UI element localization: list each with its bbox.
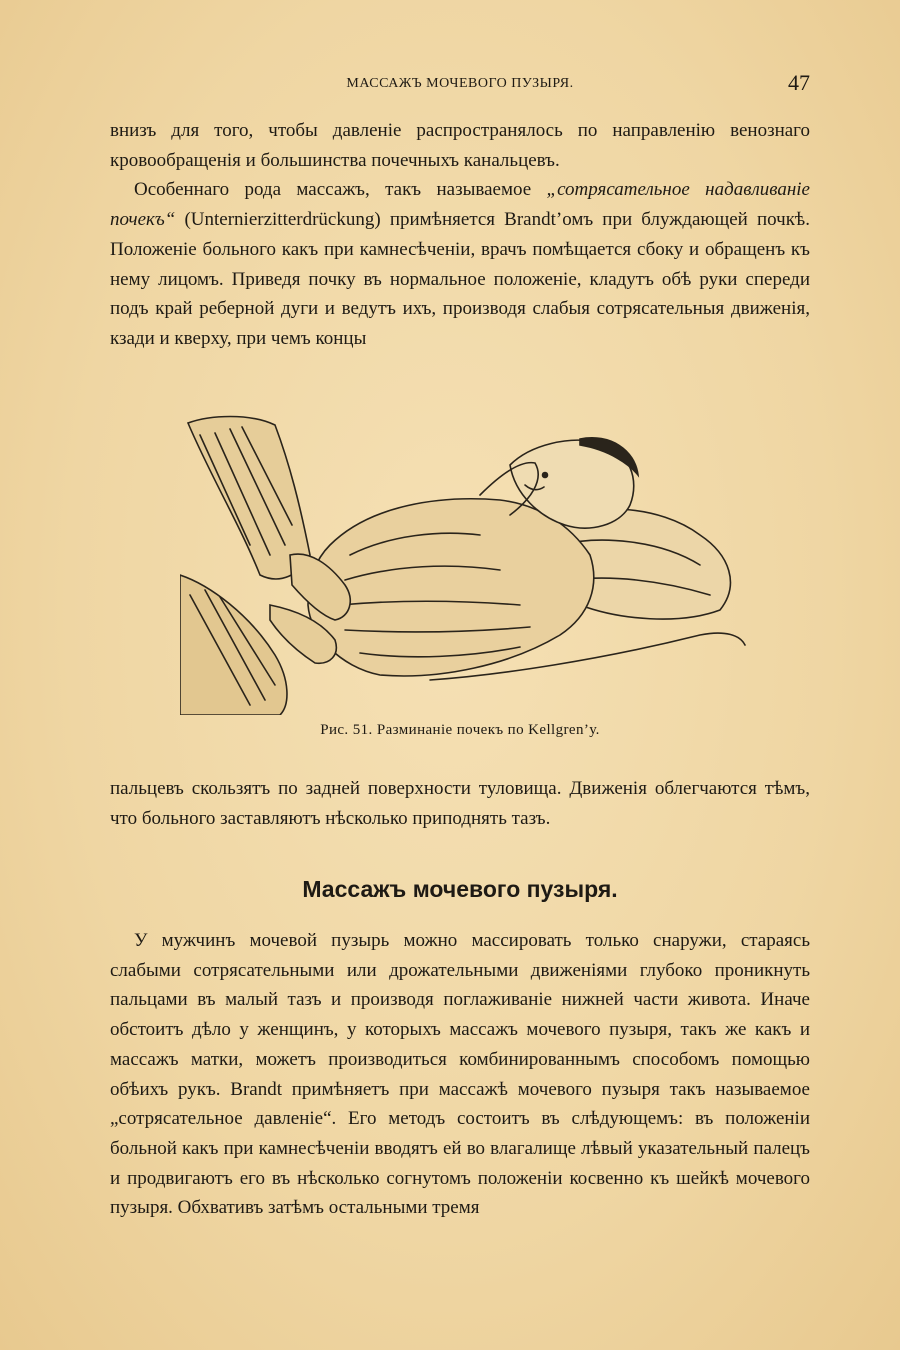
paragraph-3 <box>110 774 810 833</box>
section-heading: Массажъ мочевого пузыря. <box>302 876 618 902</box>
paragraph-4-text: У мужчинъ мочевой пузырь можно массировать только снаружи, стараясь слабыми сотрясательными или дрожательными движеніями глубоко проникнуть пальцами въ малый тазъ и производя поглаживаніе нижней части живота. Иначе обстоитъ дѣло у женщинъ, у которыхъ массажъ мочевого пузыря, такъ же какъ и массажъ матки, можетъ производиться комбинированнымъ способомъ помощью обѣихъ рукъ. Brandt примѣняетъ при массажѣ мочевого пузыря такъ называемое „сотрясательное давленіе“. Его методъ состоитъ въ слѣдующемъ: въ положеніи больной какъ при камнесѣченіи вводятъ ей во влагалище лѣвый указательный палецъ и продвигаютъ его въ нѣсколько согнутомъ положеніи косвенно къ шейкѣ мочевого пузыря. Обхвативъ затѣмъ остальными тремя <box>110 930 810 1219</box>
paragraph-2-start: Особеннаго рода массажъ, такъ называемое <box>134 179 547 201</box>
paragraph-3-text: пальцевъ скользятъ по задней поверхности туловища. Движенія облегчаются тѣмъ, что больного заставляютъ нѣсколько приподнять тазъ. <box>110 778 810 829</box>
paragraph-4 <box>110 926 810 1223</box>
figure-caption: Рис. 51. Разминаніе почекъ по Kellgren’у. <box>320 722 600 738</box>
paragraph-2-italic: „сотрясательное надавливаніе почекъ“ <box>110 179 810 231</box>
figure-illustration <box>180 405 750 715</box>
paragraph-2 <box>110 175 810 353</box>
running-head <box>110 70 810 98</box>
paragraph-2-rest: (Unternierzitterdrückung) примѣняется Brandt’омъ при блуждающей почкѣ. Положеніе больного какъ при камнесѣченіи, врачъ помѣщается сбоку и обращенъ къ нему лицомъ. Приведя почку въ нормальное положеніе, кладутъ обѣ руки спереди подъ край реберной дуги и ведутъ ихъ, производя слабыя сотрясательныя движенія, кзади и кверху, при чемъ концы <box>110 209 810 349</box>
paragraph-1-text: внизъ для того, чтобы давленіе распространялось по направленію венознаго кровообращенія и большинства почечныхъ канальцевъ. <box>110 120 810 171</box>
page-number: 47 <box>788 70 810 95</box>
massage-engraving-image <box>180 405 750 715</box>
paragraph-1 <box>110 116 810 354</box>
running-title: МАССАЖЪ МОЧЕВОГО ПУЗЫРЯ. <box>346 76 574 91</box>
